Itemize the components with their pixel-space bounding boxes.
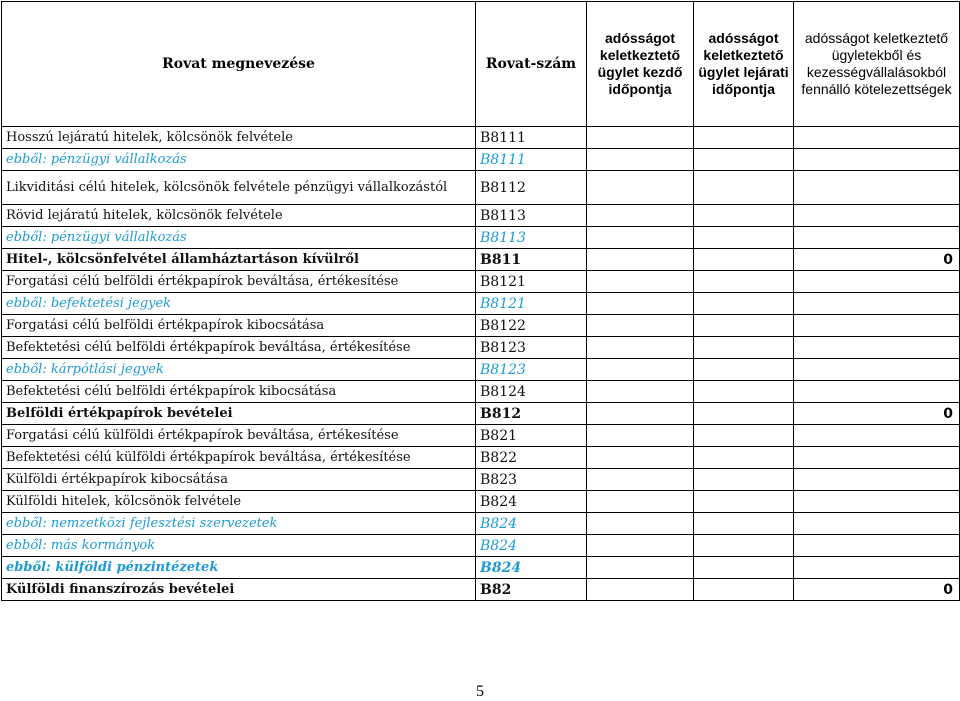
row-start-date-cell (587, 271, 694, 293)
financing-revenue-table (1, 1, 960, 601)
table-row (2, 359, 960, 381)
row-item-code: B8122 (476, 315, 587, 337)
row-maturity-date-cell (694, 513, 794, 535)
row-item-code: B8111 (476, 127, 587, 149)
table-row (2, 205, 960, 227)
row-start-date-cell (587, 579, 694, 601)
row-item-name: Forgatási célú külföldi értékpapírok beváltása, értékesítése (2, 425, 476, 447)
row-item-name: ebből: külföldi pénzintézetek (2, 557, 476, 579)
table-header-row (2, 2, 960, 127)
row-item-code: B811 (476, 249, 587, 271)
row-item-code: B8121 (476, 293, 587, 315)
row-item-code: B812 (476, 403, 587, 425)
row-maturity-date-cell (694, 271, 794, 293)
row-item-code: B8113 (476, 227, 587, 249)
row-item-name: ebből: pénzügyi vállalkozás (2, 149, 476, 171)
row-maturity-date-cell (694, 315, 794, 337)
row-maturity-date-cell (694, 149, 794, 171)
row-item-name: ebből: pénzügyi vállalkozás (2, 227, 476, 249)
page-number: 5 (476, 683, 484, 700)
row-item-code: B824 (476, 535, 587, 557)
row-start-date-cell (587, 205, 694, 227)
row-item-code: B8123 (476, 337, 587, 359)
row-obligations-value: 0 (794, 249, 960, 271)
table-row (2, 315, 960, 337)
row-obligations-value (794, 359, 960, 381)
row-start-date-cell (587, 491, 694, 513)
table-row (2, 469, 960, 491)
header-start-date: adósságot keletkeztető ügylet kezdő időpontja (587, 2, 694, 127)
row-item-name: Rövid lejáratú hitelek, kölcsönök felvétele (2, 205, 476, 227)
row-item-name: Külföldi értékpapírok kibocsátása (2, 469, 476, 491)
row-maturity-date-cell (694, 171, 794, 205)
row-obligations-value (794, 425, 960, 447)
row-item-code: B824 (476, 557, 587, 579)
table-row (2, 447, 960, 469)
row-maturity-date-cell (694, 535, 794, 557)
table-row (2, 579, 960, 601)
row-item-name: Befektetési célú belföldi értékpapírok kibocsátása (2, 381, 476, 403)
row-item-name: ebből: nemzetközi fejlesztési szervezetek (2, 513, 476, 535)
table-row (2, 337, 960, 359)
header-item-code: Rovat-szám (476, 2, 587, 127)
row-obligations-value: 0 (794, 579, 960, 601)
row-start-date-cell (587, 249, 694, 271)
row-maturity-date-cell (694, 403, 794, 425)
header-obligations: adósságot keletkeztető ügyletekből és kezességvállalásokból fennálló kötelezettségek (794, 2, 960, 127)
header-maturity-date: adósságot keletkeztető ügylet lejárati időpontja (694, 2, 794, 127)
row-obligations-value (794, 513, 960, 535)
row-maturity-date-cell (694, 469, 794, 491)
row-start-date-cell (587, 425, 694, 447)
row-item-name: Hosszú lejáratú hitelek, kölcsönök felvétele (2, 127, 476, 149)
row-obligations-value (794, 491, 960, 513)
row-obligations-value (794, 535, 960, 557)
row-item-name: ebből: befektetési jegyek (2, 293, 476, 315)
row-obligations-value (794, 205, 960, 227)
row-item-name: Befektetési célú belföldi értékpapírok beváltása, értékesítése (2, 337, 476, 359)
row-item-code: B822 (476, 447, 587, 469)
table-row (2, 403, 960, 425)
row-maturity-date-cell (694, 249, 794, 271)
row-obligations-value (794, 293, 960, 315)
row-start-date-cell (587, 469, 694, 491)
table-body (2, 127, 960, 601)
row-item-name: Külföldi finanszírozás bevételei (2, 579, 476, 601)
row-start-date-cell (587, 557, 694, 579)
row-item-name: Hitel-, kölcsönfelvétel államháztartáson kívülről (2, 249, 476, 271)
row-item-code: B8121 (476, 271, 587, 293)
table-row (2, 381, 960, 403)
row-item-code: B8123 (476, 359, 587, 381)
row-maturity-date-cell (694, 491, 794, 513)
row-obligations-value (794, 171, 960, 205)
row-maturity-date-cell (694, 293, 794, 315)
row-start-date-cell (587, 447, 694, 469)
row-start-date-cell (587, 513, 694, 535)
row-item-code: B824 (476, 491, 587, 513)
row-maturity-date-cell (694, 425, 794, 447)
row-start-date-cell (587, 403, 694, 425)
row-obligations-value (794, 557, 960, 579)
row-maturity-date-cell (694, 337, 794, 359)
table-row (2, 149, 960, 171)
row-maturity-date-cell (694, 359, 794, 381)
row-item-name: Likviditási célú hitelek, kölcsönök felvétele pénzügyi vállalkozástól (2, 171, 476, 205)
row-maturity-date-cell (694, 205, 794, 227)
row-start-date-cell (587, 535, 694, 557)
row-obligations-value (794, 337, 960, 359)
row-item-code: B824 (476, 513, 587, 535)
row-obligations-value (794, 381, 960, 403)
row-start-date-cell (587, 293, 694, 315)
row-start-date-cell (587, 127, 694, 149)
row-start-date-cell (587, 227, 694, 249)
table-row (2, 171, 960, 205)
row-start-date-cell (587, 315, 694, 337)
row-obligations-value: 0 (794, 403, 960, 425)
row-start-date-cell (587, 149, 694, 171)
table-row (2, 227, 960, 249)
table-row (2, 271, 960, 293)
row-maturity-date-cell (694, 557, 794, 579)
row-start-date-cell (587, 359, 694, 381)
row-maturity-date-cell (694, 127, 794, 149)
row-obligations-value (794, 227, 960, 249)
row-maturity-date-cell (694, 381, 794, 403)
row-obligations-value (794, 271, 960, 293)
row-maturity-date-cell (694, 227, 794, 249)
row-item-code: B8111 (476, 149, 587, 171)
row-item-code: B82 (476, 579, 587, 601)
row-start-date-cell (587, 171, 694, 205)
row-item-code: B8112 (476, 171, 587, 205)
row-obligations-value (794, 315, 960, 337)
table-row (2, 557, 960, 579)
table-row (2, 127, 960, 149)
row-obligations-value (794, 127, 960, 149)
row-maturity-date-cell (694, 447, 794, 469)
row-item-name: Belföldi értékpapírok bevételei (2, 403, 476, 425)
row-maturity-date-cell (694, 579, 794, 601)
row-start-date-cell (587, 337, 694, 359)
header-item-name: Rovat megnevezése (2, 2, 476, 127)
row-item-code: B823 (476, 469, 587, 491)
table-row (2, 513, 960, 535)
row-item-name: ebből: kárpótlási jegyek (2, 359, 476, 381)
table-row (2, 491, 960, 513)
row-item-name: Befektetési célú külföldi értékpapírok beváltása, értékesítése (2, 447, 476, 469)
table-row (2, 535, 960, 557)
table-row (2, 425, 960, 447)
row-item-name: Forgatási célú belföldi értékpapírok kibocsátása (2, 315, 476, 337)
row-item-code: B821 (476, 425, 587, 447)
table-row (2, 249, 960, 271)
table-row (2, 293, 960, 315)
row-item-code: B8113 (476, 205, 587, 227)
row-item-code: B8124 (476, 381, 587, 403)
row-item-name: ebből: más kormányok (2, 535, 476, 557)
row-item-name: Forgatási célú belföldi értékpapírok beváltása, értékesítése (2, 271, 476, 293)
row-obligations-value (794, 149, 960, 171)
row-start-date-cell (587, 381, 694, 403)
row-obligations-value (794, 447, 960, 469)
row-item-name: Külföldi hitelek, kölcsönök felvétele (2, 491, 476, 513)
row-obligations-value (794, 469, 960, 491)
